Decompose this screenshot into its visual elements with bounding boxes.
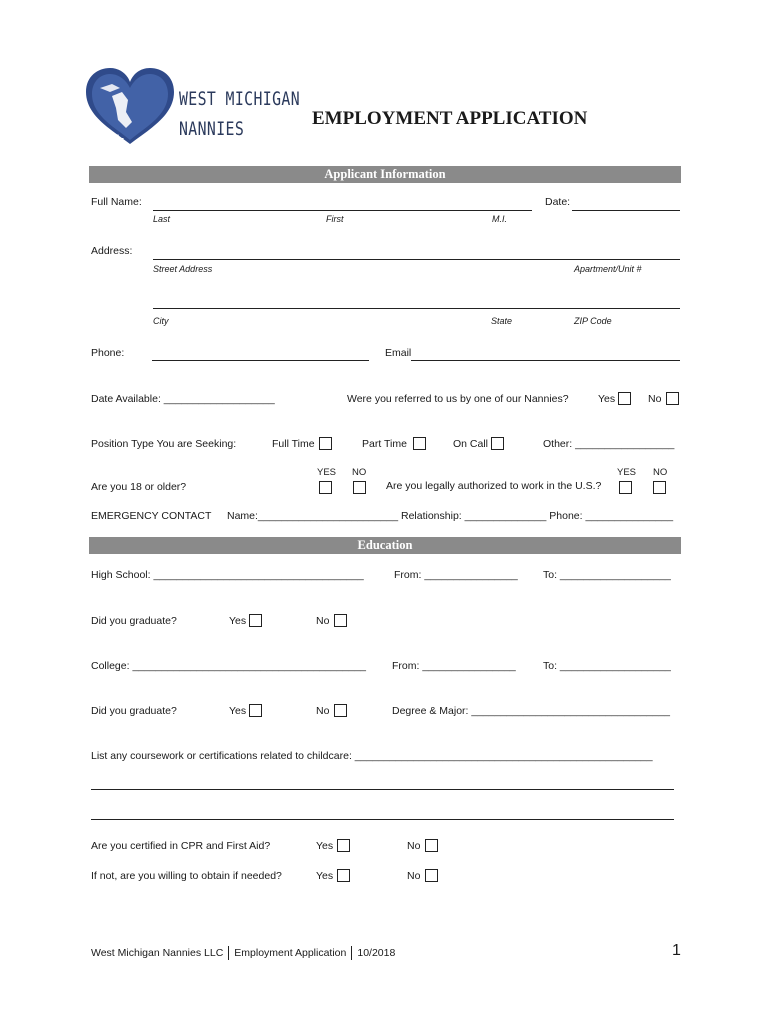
full-name-field[interactable] — [153, 210, 532, 211]
cpr-no-label: No — [407, 840, 421, 852]
college-field[interactable]: College: ________________________________________ — [91, 660, 367, 672]
coursework-line-2[interactable] — [91, 789, 674, 790]
state-caption: State — [491, 316, 513, 326]
age-yes-header: YES — [317, 467, 337, 478]
cpr-yes-label: Yes — [316, 840, 334, 852]
age-no-header: NO — [352, 467, 367, 478]
page-title: EMPLOYMENT APPLICATION — [312, 108, 588, 129]
footer-separator — [228, 946, 229, 960]
high-school-from-field[interactable]: From: ________________ — [394, 569, 518, 581]
hs-graduate-yes-label: Yes — [229, 615, 247, 627]
referred-yes-label: Yes — [598, 393, 616, 405]
city-caption: City — [153, 316, 169, 326]
authorized-question: Are you legally authorized to work in the U.S.? — [386, 480, 602, 492]
full-name-label: Full Name: — [91, 196, 142, 208]
address-label: Address: — [91, 245, 133, 257]
authorized-yes-checkbox[interactable] — [619, 481, 632, 494]
on-call-checkbox[interactable] — [491, 437, 504, 450]
college-graduate-no-label: No — [316, 705, 330, 717]
apartment-caption: Apartment/Unit # — [574, 264, 642, 274]
logo-line-2: NANNIES — [179, 118, 245, 140]
footer-date: 10/2018 — [357, 947, 396, 959]
logo-line-1: WEST MICHIGAN — [179, 88, 301, 110]
college-graduate-no-checkbox[interactable] — [334, 704, 347, 717]
obtain-yes-checkbox[interactable] — [337, 869, 350, 882]
coursework-field[interactable]: List any coursework or certifications related to childcare: ___________________________________________________ — [91, 750, 653, 762]
last-name-caption: Last — [153, 214, 171, 224]
college-to-field[interactable]: To: ___________________ — [543, 660, 671, 672]
hs-graduate-question: Did you graduate? — [91, 615, 177, 627]
cpr-yes-checkbox[interactable] — [337, 839, 350, 852]
hs-graduate-no-label: No — [316, 615, 330, 627]
obtain-question: If not, are you willing to obtain if needed? — [91, 870, 282, 882]
street-address-caption: Street Address — [153, 264, 213, 274]
age-yes-checkbox[interactable] — [319, 481, 332, 494]
section-header-applicant: Applicant Information — [89, 166, 681, 183]
email-label: Email — [385, 347, 412, 359]
emergency-contact-label: EMERGENCY CONTACT — [91, 510, 212, 522]
first-name-caption: First — [326, 214, 344, 224]
footer-separator — [351, 946, 352, 960]
full-time-label: Full Time — [272, 438, 315, 450]
date-label: Date: — [545, 196, 571, 208]
phone-field[interactable] — [152, 360, 369, 361]
referred-question: Were you referred to us by one of our Nannies? — [347, 393, 569, 405]
obtain-no-label: No — [407, 870, 421, 882]
coursework-line-3[interactable] — [91, 819, 674, 820]
page-number: 1 — [672, 942, 681, 959]
street-address-field[interactable] — [153, 259, 680, 260]
high-school-field[interactable]: High School: ____________________________________ — [91, 569, 364, 581]
obtain-no-checkbox[interactable] — [425, 869, 438, 882]
logo — [82, 66, 178, 146]
cpr-question: Are you certified in CPR and First Aid? — [91, 840, 271, 852]
mi-caption: M.I. — [492, 214, 507, 224]
referred-no-checkbox[interactable] — [666, 392, 679, 405]
college-graduate-yes-checkbox[interactable] — [249, 704, 262, 717]
auth-no-header: NO — [653, 467, 668, 478]
age-question: Are you 18 or older? — [91, 481, 187, 493]
heart-michigan-logo-icon — [82, 66, 178, 146]
email-field[interactable] — [411, 360, 680, 361]
college-graduate-question: Did you graduate? — [91, 705, 177, 717]
on-call-label: On Call — [453, 438, 489, 450]
full-time-checkbox[interactable] — [319, 437, 332, 450]
footer — [91, 946, 395, 960]
hs-graduate-yes-checkbox[interactable] — [249, 614, 262, 627]
authorized-no-checkbox[interactable] — [653, 481, 666, 494]
obtain-yes-label: Yes — [316, 870, 334, 882]
cpr-no-checkbox[interactable] — [425, 839, 438, 852]
referred-no-label: No — [648, 393, 662, 405]
college-from-field[interactable]: From: ________________ — [392, 660, 516, 672]
other-position-field[interactable]: Other: _________________ — [543, 438, 675, 450]
section-header-education: Education — [89, 537, 681, 554]
hs-graduate-no-checkbox[interactable] — [334, 614, 347, 627]
emergency-contact-fields[interactable]: Name:________________________ Relationship: ______________ Phone: _______________ — [227, 510, 674, 522]
date-available[interactable]: Date Available: ___________________ — [91, 393, 275, 405]
referred-yes-checkbox[interactable] — [618, 392, 631, 405]
degree-major-field[interactable]: Degree & Major: __________________________________ — [392, 705, 670, 717]
footer-company: West Michigan Nannies LLC — [91, 947, 224, 959]
part-time-label: Part Time — [362, 438, 407, 450]
part-time-checkbox[interactable] — [413, 437, 426, 450]
college-graduate-yes-label: Yes — [229, 705, 247, 717]
date-field[interactable] — [572, 210, 680, 211]
zip-caption: ZIP Code — [574, 316, 612, 326]
auth-yes-header: YES — [617, 467, 637, 478]
footer-document: Employment Application — [234, 947, 347, 959]
high-school-to-field[interactable]: To: ___________________ — [543, 569, 671, 581]
city-state-zip-field[interactable] — [153, 308, 680, 309]
age-no-checkbox[interactable] — [353, 481, 366, 494]
position-type-label: Position Type You are Seeking: — [91, 438, 237, 450]
phone-label: Phone: — [91, 347, 125, 359]
